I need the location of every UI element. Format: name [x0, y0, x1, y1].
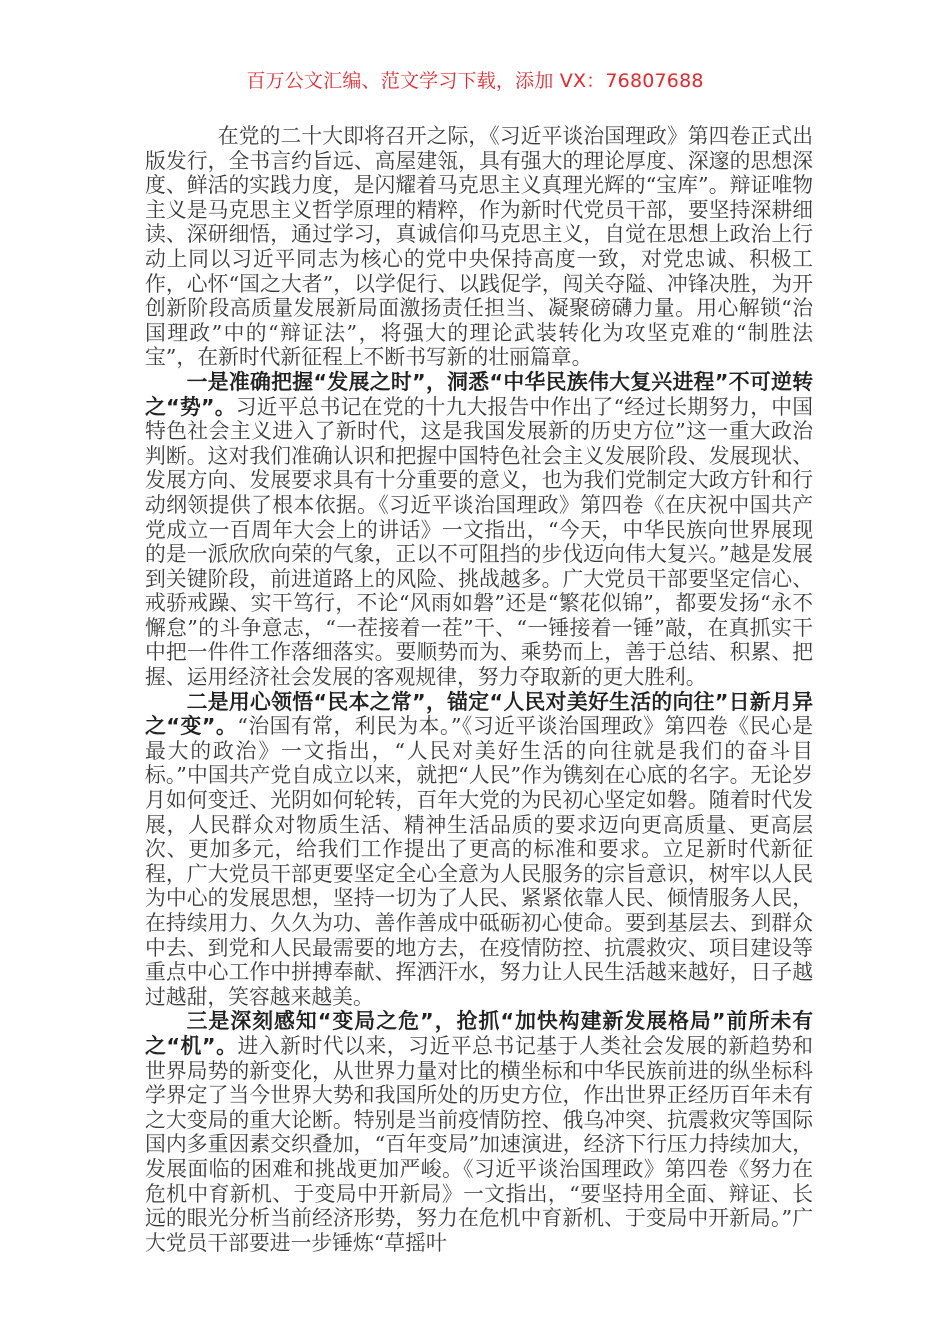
- document-body: [145, 124, 813, 1255]
- promo-banner: 百万公文汇编、范文学习下载，添加 VX：76807688: [246, 70, 704, 92]
- section-heading-3: 三是深刻感知“变局之危”，抢抓“加快构建新发展格局”前所未有之“机”。: [145, 1009, 813, 1058]
- section-heading-1: 一是准确把握“发展之时”，洞悉“中华民族伟大复兴进程”不可逆转之“势”。: [145, 369, 813, 419]
- section-body-3: 进入新时代以来，习近平总书记基于人类社会发展的新趋势和世界局势的新变化，从世界力量对比的横坐标和中华民族前进的纵坐标科学界定了当今世界大势和我国所处的历史方位，作出世界正经历百年未有之大变局的重大论断。特别是当前疫情防控、俄乌冲突、抗震救灾等国际国内多重因素交织叠加，“百年变局”加速演进，经济下行压力持续加大，发展面临的困难和挑战更加严峻。《习近平谈治国理政》第四卷《努力在危机中育新机、于变局中开新局》一文指出，“要坚持用全面、辩证、长远的眼光分析当前经济形势，努力在危机中育新机、于变局中开新局。”广大党员干部要进一步锤炼“草摇叶: [145, 1033, 813, 1255]
- section-body-1: 习近平总书记在党的十九大报告中作出了“经过长期努力，中国特色社会主义进入了新时代，这是我国发展新的历史方位”这一重大政治判断。这对我们准确认识和把握中国特色社会主义发展阶段、发展现状、发展方向、发展要求具有十分重要的意义，也为我们党制定大政方针和行动纲领提供了根本依据。《习近平谈治国理政》第四卷《在庆祝中国共产党成立一百周年大会上的讲话》一文指出，“今天，中华民族向世界展现的是一派欣欣向荣的气象，正以不可阻挡的步伐迈向伟大复兴。”越是发展到关键阶段，前进道路上的风险、挑战越多。广大党员干部要坚定信心、戒骄戒躁、实干笃行，不论“风雨如磐”还是“繁花似锦”，都要发扬“永不懈怠”的斗争意志，“一茬接着一茬”干、“一锤接着一锤”敲，在真抓实干中把一件件工作落细落实。要顺势而为、乘势而上，善于总结、积累、把握、运用经济社会发展的客观规律，努力夺取新的更大胜利。: [145, 394, 813, 690]
- intro-paragraph: 在党的二十大即将召开之际，《习近平谈治国理政》第四卷正式出版发行，全书言约旨远、高屋建瓴，具有强大的理论厚度、深邃的思想深度、鲜活的实践力度，是闪耀着马克思主义真理光辉的“宝库”。辩证唯物主义是马克思主义哲学原理的精粹，作为新时代党员干部，要坚持深耕细读、深研细悟，通过学习，真诚信仰马克思主义，自觉在思想上政治上行动上同以习近平同志为核心的党中央保持高度一致，对党忠诚、积极工作，心怀“国之大者”，以学促行、以践促学，闯关夺隘、冲锋决胜，为开创新阶段高质量发展新局面激扬责任担当、凝聚磅礴力量。用心解锁“治国理政”中的“辩证法”，将强大的理论武装转化为攻坚克难的“制胜法宝”，在新时代新征程上不断书写新的壮丽篇章。: [145, 124, 813, 370]
- section-paragraph-3: [145, 1009, 813, 1255]
- section-heading-2: 二是用心领悟“民本之常”，锚定“人民对美好生活的向往”日新月异之“变”。: [145, 689, 813, 739]
- section-paragraph-1: [145, 370, 813, 690]
- section-paragraph-2: [145, 690, 813, 1010]
- section-body-2: “治国有常，利民为本。”《习近平谈治国理政》第四卷《民心是最大的政治》一文指出，“人民对美好生活的向往就是我们的奋斗目标。”中国共产党自成立以来，就把“人民”作为镌刻在心底的名字。无论岁月如何变迁、光阴如何轮转，百年大党的为民初心坚定如磐。随着时代发展，人民群众对物质生活、精神生活品质的要求迈向更高质量、更高层次、更加多元，给我们工作提出了更高的标准和要求。立足新时代新征程，广大党员干部更要坚定全心全意为人民服务的宗旨意识，树牢以人民为中心的发展思想，坚持一切为了人民、紧紧依靠人民、倾情服务人民，在持续用力、久久为功、善作善成中砥砺初心使命。要到基层去、到群众中去、到党和人民最需要的地方去，在疫情防控、抗震救灾、项目建设等重点中心工作中拼搏奉献、挥洒汗水，努力让人民生活越来越好，日子越过越甜，笑容越来越美。: [145, 714, 813, 1009]
